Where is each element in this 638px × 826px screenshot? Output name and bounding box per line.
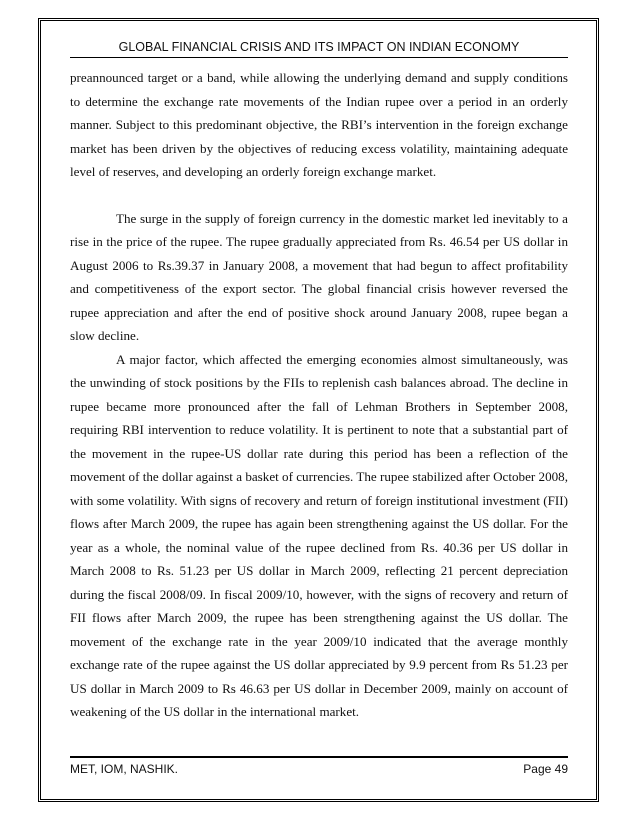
footer-institution: MET, IOM, NASHIK.	[70, 762, 179, 776]
body-text	[70, 66, 568, 724]
paragraph: The surge in the supply of foreign currency in the domestic market led inevitably to a rise in the price of the rupee. The rupee gradually appreciated from Rs. 46.54 per US dollar in August 2006 to Rs.39.37 in January 2008, a movement that had begun to affect profitability and competitiveness of the export sector. The global financial crisis however reversed the rupee appreciation and after the end of positive shock around January 2008, rupee began a slow decline.	[70, 210, 568, 343]
footer-divider	[70, 756, 568, 758]
paragraph: preannounced target or a band, while allowing the underlying demand and supply conditions to determine the exchange rate movements of the Indian rupee over a period in an orderly manner. Subject to this predominant objective, the RBI’s intervention in the foreign exchange market has been driven by the objectives of reducing excess volatility, maintaining adequate level of reserves, and developing an orderly foreign exchange market.	[70, 70, 568, 179]
running-header: GLOBAL FINANCIAL CRISIS AND ITS IMPACT ON INDIAN ECONOMY	[118, 40, 520, 54]
page-number: Page 49	[523, 762, 568, 776]
paragraph: A major factor, which affected the emerging economies almost simultaneously, was the unwinding of stock positions by the FIIs to replenish cash balances abroad. The decline in rupee became more pronounced after the fall of Lehman Brothers in September 2008, requiring RBI intervention to reduce volatility. It is pertinent to note that a substantial part of the movement in the rupee-US dollar rate during this period has been a reflection of the movement of the dollar against a basket of currencies. The rupee stabilized after October 2008, with some volatility. With signs of recovery and return of foreign institutional investment (FII) flows after March 2009, the rupee has again been strengthening against the US dollar. For the year as a whole, the nominal value of the rupee declined from Rs. 40.36 per US dollar in March 2008 to Rs. 51.23 per US dollar in March 2009, reflecting 21 percent depreciation during the fiscal 2008/09. In fiscal 2009/10, however, with the signs of recovery and return of FII flows after March 2009, the rupee has been strengthening against the US dollar. The movement of the exchange rate in the year 2009/10 indicated that the average monthly exchange rate of the rupee against the US dollar appreciated by 9.9 percent from Rs 51.23 per US dollar in March 2009 to Rs 46.63 per US dollar in December 2009, mainly on account of weakening of the US dollar in the international market.	[70, 351, 568, 719]
header-divider	[70, 57, 568, 58]
